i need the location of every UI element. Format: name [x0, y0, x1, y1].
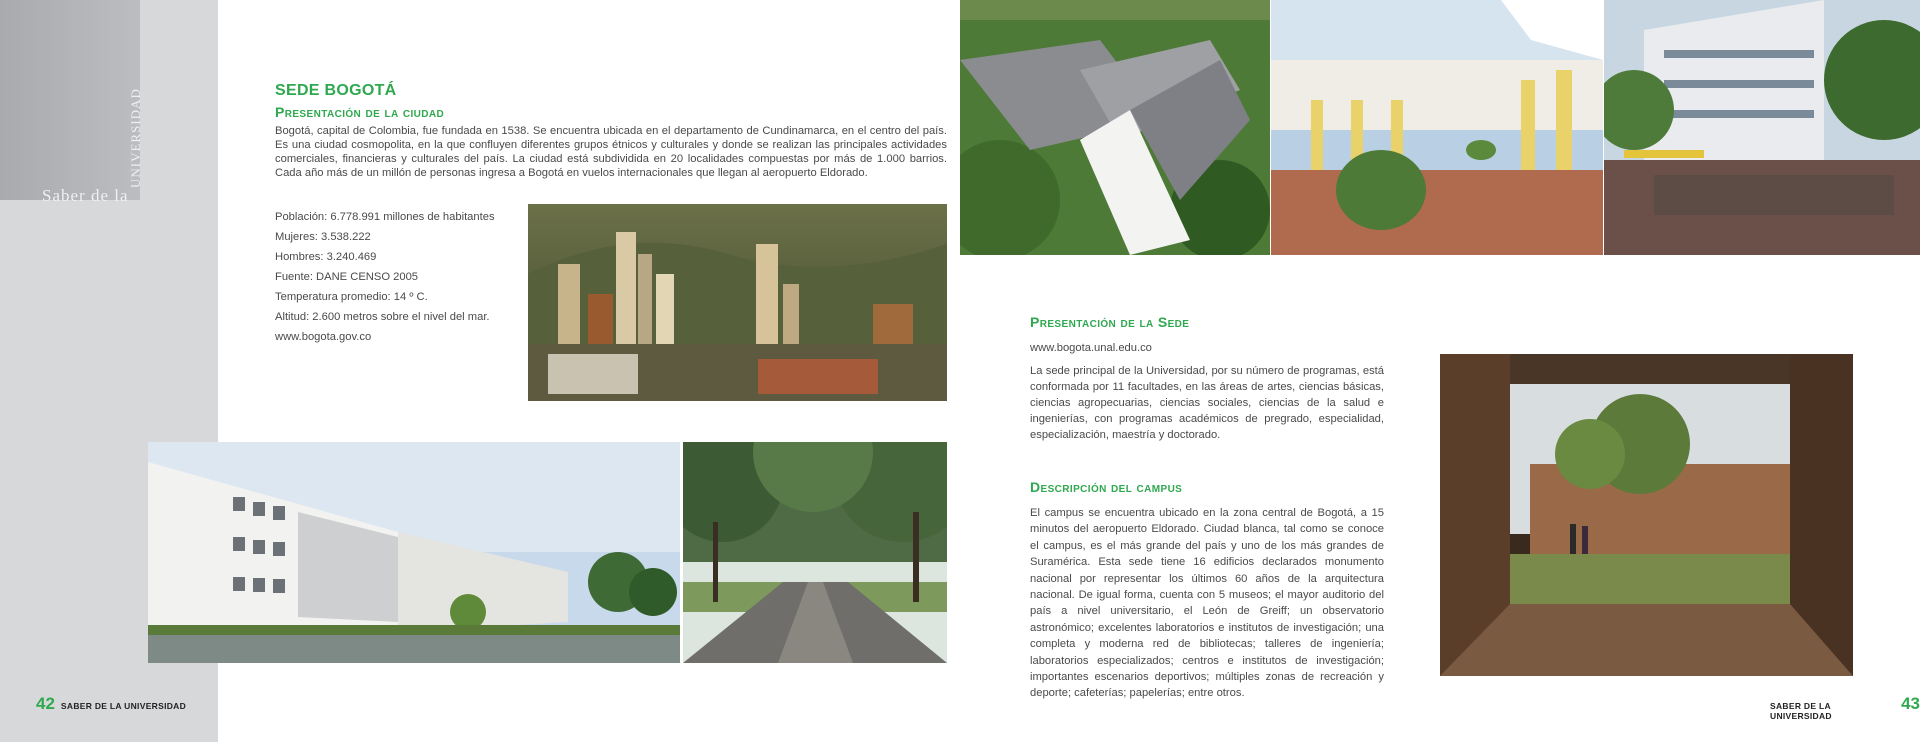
- running-title: SABER DE LA UNIVERSIDAD: [60, 701, 187, 711]
- city-subheading: Presentación de la ciudad: [275, 104, 445, 120]
- modern-building-photo: [1604, 0, 1920, 255]
- aerial-rooftops-photo: [960, 0, 1270, 255]
- sidebar-title-line1: Saber de la: [42, 186, 129, 205]
- page-number: 43: [1901, 694, 1920, 713]
- folio-left: [36, 694, 186, 714]
- page-number: 42: [36, 694, 55, 713]
- sidebar-title-block: [0, 0, 140, 200]
- city-intro-paragraph: Bogotá, capital de Colombia, fue fundada en 1538. Se encuentra ubicada en el departamento de Cundinamarca, en el centro del país. Es una ciudad cosmopolita, en la que confluyen diferentes grupos étnicos y culturales y donde se realizan las principales actividades comerciales, financieras y culturales del país. La ciudad está subdividida en 20 localidades compuestas por más de 1.000 barrios. Cada año más de un millón de personas ingresa a Bogotá en vuelos internacionales que llegan al aeropuerto Eldorado.: [275, 125, 947, 179]
- city-skyline-photo: [528, 204, 947, 401]
- page-heading: SEDE BOGOTÁ: [275, 82, 397, 99]
- white-building-photo: [148, 442, 680, 663]
- campus-paragraph: El campus se encuentra ubicado en la zona central de Bogotá, a 15 minutos del aeropuerto Eldorado. Ciudad blanca, tal como se conoce el campus, es el más grande del país y uno de los más grandes de Suramérica. Esta sede tiene 16 edificios declarados monumento nacional por representar los últimos 60 años de la arquitectura nacional. De igual forma, cuenta con 5 museos; el mayor auditorio del país a nivel universitario, el León de Greiff; un observatorio astronómico; excelentes laboratorios e institutos de investigación; una completa y moderna red de bibliotecas; talleres de ingeniería; laboratorios especializados; centros e institutos de investigación; importantes escenarios deportivos; múltiples zonas de recreación y deporte; cafeterías; papelerías; entre otros.: [1030, 507, 1384, 700]
- brick-courtyard-photo: [1440, 354, 1853, 676]
- sede-url[interactable]: www.bogota.unal.edu.co: [1030, 342, 1152, 354]
- sede-heading: Presentación de la Sede: [1030, 314, 1190, 330]
- campus-heading: Descripción del campus: [1030, 479, 1183, 495]
- colonial-courtyard-photo: [1271, 0, 1603, 255]
- fact-link[interactable]: www.bogota.gov.co: [275, 331, 372, 343]
- tree-avenue-photo: [683, 442, 947, 663]
- fact-item: Población: 6.778.991 millones de habitantes: [275, 211, 495, 223]
- running-title: SABER DE LA UNIVERSIDAD: [1770, 701, 1832, 721]
- fact-item: Fuente: DANE CENSO 2005: [275, 271, 419, 283]
- sidebar-title-line2: UNIVERSIDAD: [128, 88, 143, 188]
- sede-paragraph: La sede principal de la Universidad, por su número de programas, está conformada por 11 facultades, en las áreas de artes, ciencias básicas, ciencias agropecuarias, ciencias sociales, ciencias de la salud e ingenierías, con programas académicos de pregrado, especialidad, especialización, maestría y doctorado.: [1030, 365, 1384, 441]
- folio-right: [1770, 694, 1920, 721]
- city-facts-list: [275, 207, 515, 347]
- fact-item: Temperatura promedio: 14 º C.: [275, 291, 428, 303]
- fact-item: Mujeres: 3.538.222: [275, 231, 371, 243]
- fact-item: Altitud: 2.600 metros sobre el nivel del mar.: [275, 311, 490, 323]
- fact-item: Hombres: 3.240.469: [275, 251, 377, 263]
